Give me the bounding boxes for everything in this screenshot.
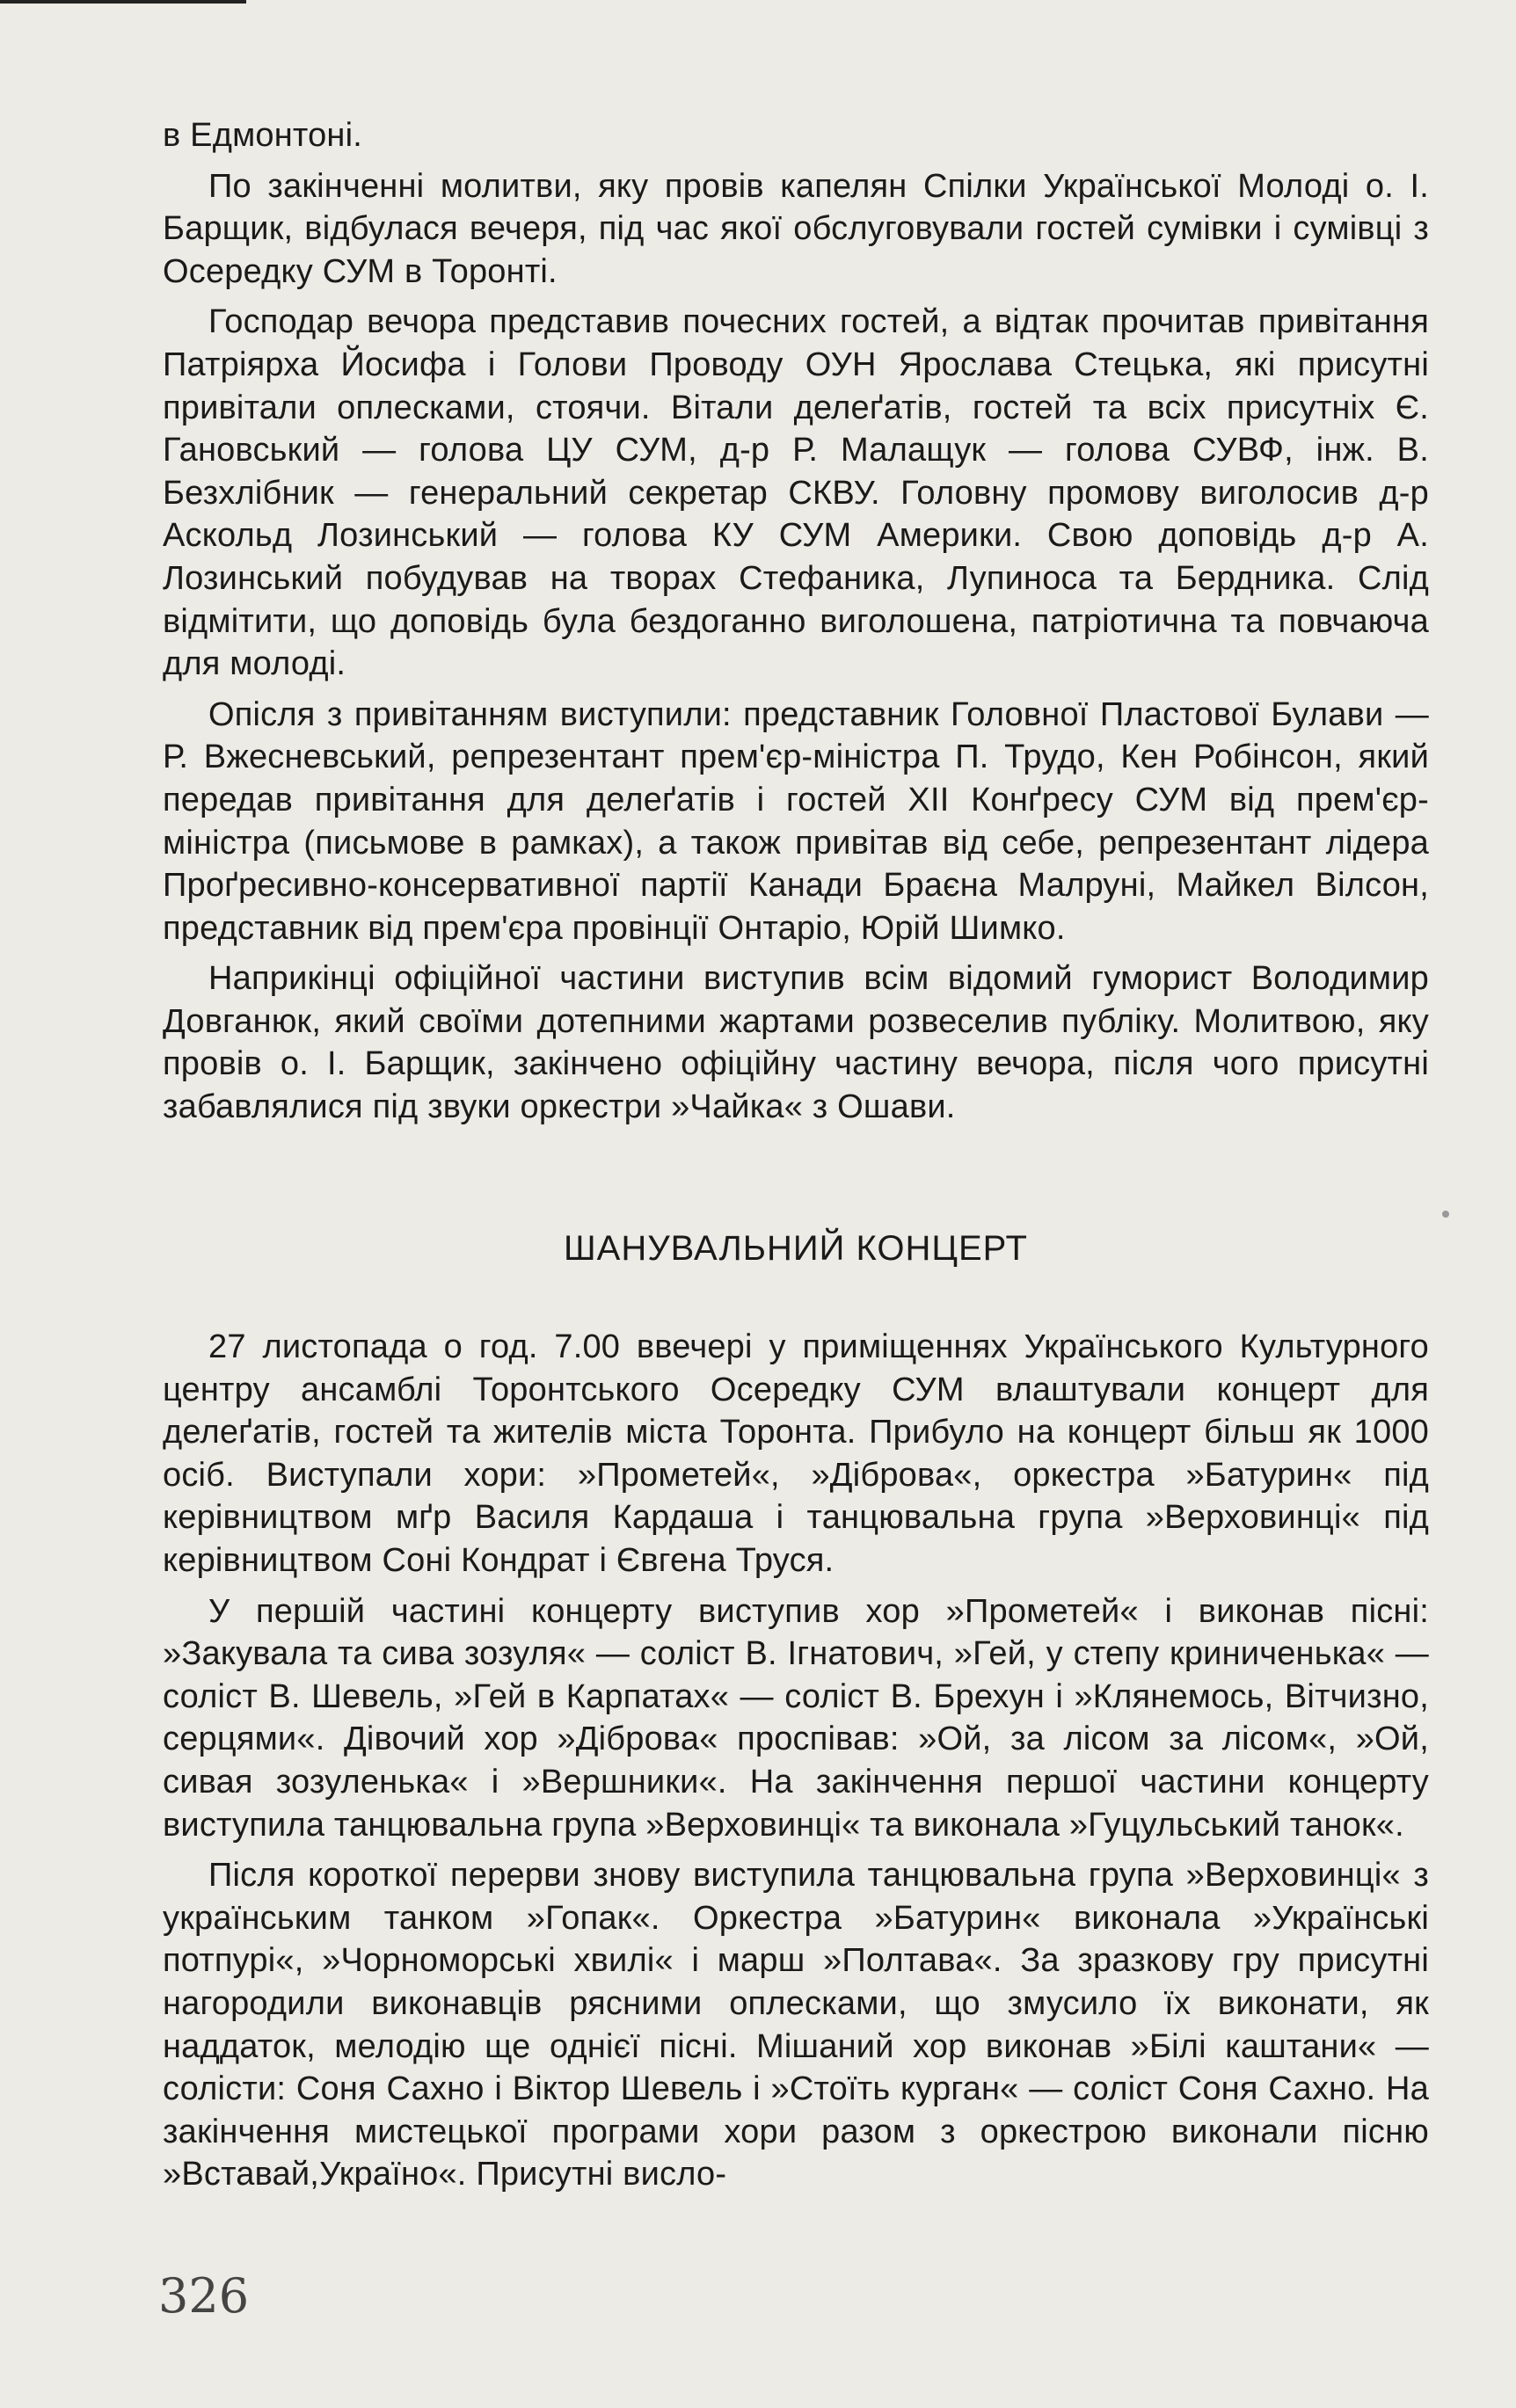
- top-rule: [0, 0, 246, 4]
- paragraph-concert-intro: 27 листопада о год. 7.00 ввечері у приміщеннях Українського Культурного центру ансамблі Торонтського Осередку СУМ влаштували концерт для делеґатів, гостей та жителів міста Торонта. Прибуло на концерт більш як 1000 осіб. Виступали хори: »Прометей«, »Діброва«, оркестра »Батурин« під керівництвом мґр Василя Кардаша і танцювальна група »Верховинці« під керівництвом Соні Кондрат і Євгена Труся.: [163, 1328, 1429, 1579]
- page-number: 326: [158, 2268, 250, 2324]
- section-heading-concert: ШАНУВАЛЬНИЙ КОНЦЕРТ: [564, 1229, 1028, 1268]
- section-banquet: [163, 114, 1429, 1137]
- paragraph-prayer: По закінченні молитви, яку провів капелян Спілки Української Молоді о. І. Барщик, відбулася вечеря, під час якої обслуговували гостей сумівки і сумівці з Осередку СУМ в Торонті.: [163, 167, 1429, 290]
- print-speck: [1442, 1211, 1449, 1218]
- paragraph-continuation: в Едмонтоні.: [163, 117, 363, 154]
- paragraph-humorist: Наприкінці офіційної частини виступив всім відомий гуморист Володимир Довганюк, який своїми дотепними жартами розвеселив публіку. Молитвою, яку провів о. І. Барщик, закінчено офіційну частину вечора, після чого присутні забавлялися під звуки оркестри »Чайка« з Ошави.: [163, 960, 1429, 1126]
- paragraph-greetings: Опісля з привітанням виступили: представник Головної Пластової Булави — Р. Вжесневський, репрезентант прем'єр-міністра П. Трудо, Кен Робінсон, який передав привітання для делеґатів і гостей ХІІ Конґресу СУМ від прем'єр-міністра (письмове в рамках), а також привітав від себе, репрезентант лідера Проґресивно-консервативної партії Канади Браєна Малруні, Майкел Вілсон, представник від прем'єра провінції Онтаріо, Юрій Шимко.: [163, 695, 1429, 947]
- paragraph-first-part: У першій частині концерту виступив хор »Прометей« і виконав пісні: »Закувала та сива зозуля« — соліст В. Ігнатович, »Гей, у степу криниченька« — соліст В. Шевель, »Гей в Карпатах« — соліст В. Брехун і »Клянемось, Вітчизно, серцями«. Дівочий хор »Діброва« проспівав: »Ой, за лісом за лісом«, »Ой, сивая зозуленька« і »Вершники«. На закінчення першої частини концерту виступила танцювальна група »Верховинці« та виконала »Гуцульський танок«.: [163, 1592, 1429, 1844]
- paragraph-second-part: Після короткої перерви знову виступила танцювальна група »Верховинці« з українським танком »Гопак«. Оркестра »Батурин« виконала »Українські потпурі«, »Чорноморські хвилі« і марш »Полтава«. За зразкову гру присутні нагородили виконавців рясними оплесками, що змусило їх виконати, як наддаток, мелодію ще однієї пісні. Мішаний хор виконав »Білі каштани« — солісти: Соня Сахно і Віктор Шевель і »Стоїть курган« — соліст Соня Сахно. На закінчення мистецької програми хори разом з оркестрою виконали пісню »Вставай,Україно«. Присутні висло-: [163, 1857, 1429, 2193]
- paragraph-host: Господар вечора представив почесних гостей, а відтак прочитав привітання Патріярха Йосифа і Голови Проводу ОУН Ярослава Стецька, які присутні привітали оплесками, стоячи. Вітали делеґатів, гостей та всіх присутніх Є. Гановський — голова ЦУ СУМ, д-р Р. Малащук — голова СУВФ, інж. В. Безхлібник — генеральний секретар СКВУ. Головну промову виголосив д-р Аскольд Лозинський — голова КУ СУМ Америки. Свою доповідь д-р А. Лозинський побудував на творах Стефаника, Лупиноса та Бердника. Слід відмітити, що доповідь була бездоганно виголошена, патріотична та повчаюча для молоді.: [163, 303, 1429, 683]
- section-concert: [163, 1326, 1429, 2204]
